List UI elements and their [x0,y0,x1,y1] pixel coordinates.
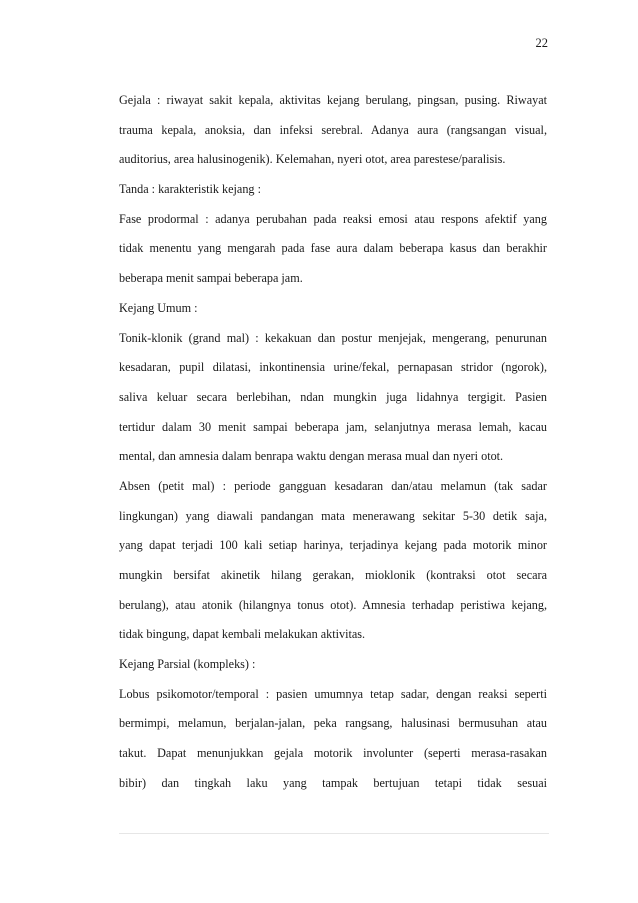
text-line: Tanda : karakteristik kejang : [119,182,261,197]
page-number: 22 [535,36,548,50]
text-line: Lobus psikomotor/temporal : pasien umumnya tetap sadar, dengan reaksi seperti [119,686,547,701]
text-line: Kejang Parsial (kompleks) : [119,657,256,672]
text-line: takut. Dapat menunjukkan gejala motorik involunter (seperti merasa-rasakan [119,746,547,761]
text-line: tertidur dalam 30 menit sampai beberapa jam, selanjutnya merasa lemah, kacau [119,419,547,434]
text-line: trauma kepala, anoksia, dan infeksi serebral. Adanya aura (rangsangan visual, [119,122,547,137]
text-line: Gejala : riwayat sakit kepala, aktivitas kejang berulang, pingsan, pusing. Riwayat [119,93,547,107]
text-line: beberapa menit sampai beberapa jam. [119,271,303,286]
text-line: lingkungan) yang diawali pandangan mata menerawang sekitar 5-30 detik saja, [119,508,547,523]
text-line: berulang), atau atonik (hilangnya tonus otot). Amnesia terhadap peristiwa kejang, [119,597,547,612]
text-line: yang dapat terjadi 100 kali setiap harinya, terjadinya kejang pada motorik minor [119,538,547,553]
text-line: bermimpi, melamun, berjalan-jalan, peka rangsang, halusinasi bermusuhan atau [119,716,547,731]
text-line: bibir) dan tingkah laku yang tampak bertujuan tetapi tidak sesuai [119,775,547,790]
body-text [119,93,547,806]
text-line: mental, dan amnesia dalam benrapa waktu dengan merasa mual dan nyeri otot. [119,449,504,464]
text-line: kesadaran, pupil dilatasi, inkontinensia urine/fekal, pernapasan stridor (ngorok), [119,360,547,375]
text-line: saliva keluar secara berlebihan, ndan mungkin juga lidahnya tergigit. Pasien [119,389,547,404]
text-line: Fase prodormal : adanya perubahan pada reaksi emosi atau respons afektif yang [119,211,547,226]
text-line: Kejang Umum : [119,300,198,315]
text-line: tidak bingung, dapat kembali melakukan aktivitas. [119,627,366,642]
text-line: Tonik-klonik (grand mal) : kekakuan dan postur menjejak, mengerang, penurunan [119,330,547,345]
text-line: mungkin bersifat akinetik hilang gerakan, mioklonik (kontraksi otot secara [119,568,547,582]
text-line: Absen (petit mal) : periode gangguan kesadaran dan/atau melamun (tak sadar [119,478,547,493]
footer-rule [119,833,549,834]
text-line: tidak menentu yang mengarah pada fase aura dalam beberapa kasus dan berakhir [119,241,547,256]
text-line: auditorius, area halusinogenik). Kelemahan, nyeri otot, area parestese/paralisis. [119,152,506,167]
